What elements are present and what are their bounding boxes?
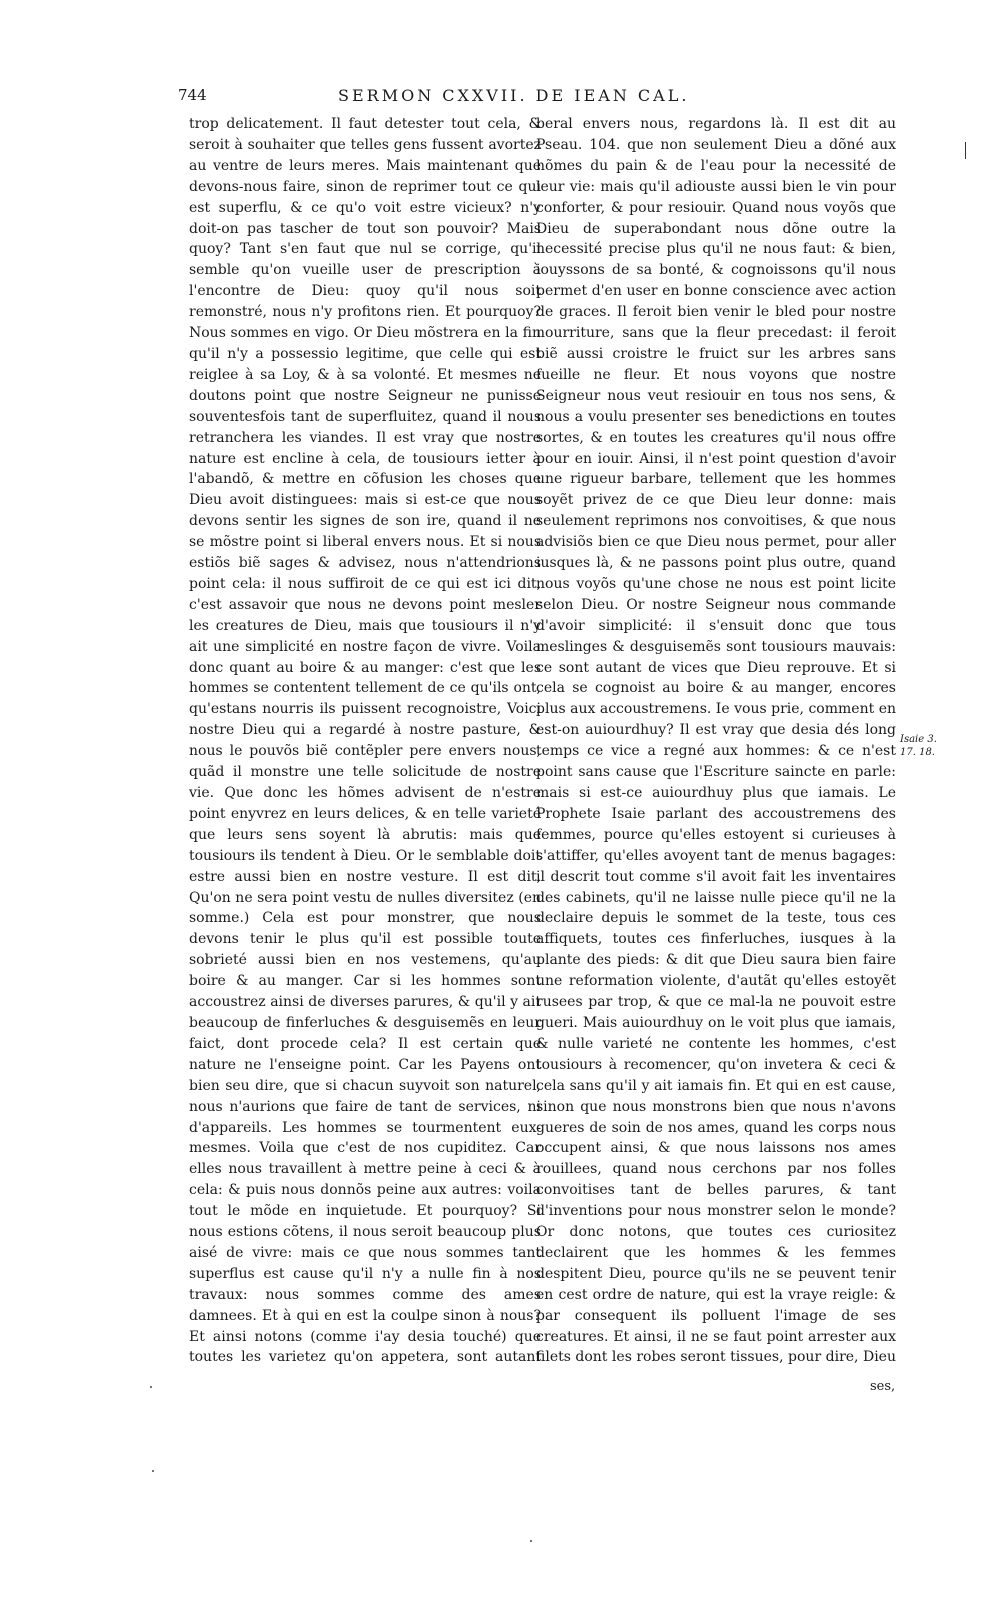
catchword: ses,: [870, 1379, 896, 1394]
page-number: 744: [178, 86, 207, 104]
ink-speck: [530, 1540, 532, 1542]
page-header: [178, 86, 778, 112]
ink-speck: [152, 1470, 154, 1472]
text-column-right: [536, 114, 896, 1369]
left-column-text: trop delicatement. Il faut detester tout cela, & seroit à souhaiter que telles gens fussent avortez au ventre de leurs meres. Mais maintenant que devons-nous faire, sinon de reprimer tout ce qui est superflu, & ce qu'o voit estre vicieux? n'y doit-on pas tascher de tout son pouvoir? Mais quoy? Tant s'en faut que nul se corrige, qu'il semble qu'on vueille user de prescription à l'encontre de Dieu: quoy qu'il nous soit remonstré, nous n'y profitons rien. Et pourquoy? Nous sommes en vigo. Or Dieu mõstrera en la fin qu'il n'y a possessio legitime, que celle qui est reiglee à sa Loy, & à sa volonté. Et mesmes ne doutons point que nostre Seigneur ne punisse souventesfois tant de superfluitez, quand il nous retranchera les viandes. Il est vray que nostre nature est encline à cela, de tousiours ietter à l'abandõ, & mettre en cõfusion les choses que Dieu avoit distinguees: mais si est-ce que nous devons sentir les signes de son ire, quand il ne se mõstre point si liberal envers nous. Et si nous estiõs biẽ sages & advisez, nous n'attendrions point cela: il nous suffiroit de ce qui est ici dit, c'est assavoir que nous ne devons point mesler les creatures de Dieu, mais que tousiours il n'y ait une simplicité en nostre façon de vivre. Voila donc quant au boire & au manger: c'est que les hommes se contentent tellement de ce qu'ils ont, qu'estans nourris ils puissent recognoistre, Voici nostre Dieu qui a regardé à nostre pasture, & nous le pouvõs biẽ contẽpler pere envers nous, quãd il monstre une telle solicitude de nostre vie. Que donc les hõmes advisent de n'estre point enyvrez en leurs delices, & en telle varieté que leurs sens soyent là abrutis: mais que tousiours ils tendent à Dieu. Or le semblable doit estre aussi bien en nostre vesture. Il est dit, Qu'on ne sera point vestu de nulles diversitez (en somme.) Cela est pour monstrer, que nous devons tenir le plus qu'il est possible toute sobrieté aussi bien en nos vestemens, qu'au boire & au manger. Car si les hommes sont accoustrez ainsi de diverses parures, & qu'il y ait beaucoup de finferluches & desguisemẽs en leur faict, dont procede cela? Il est certain que nature ne l'enseigne point. Car les Payens ont bien seu dire, que si chacun suyvoit son naturel, nous n'aurions que faire de tant de services, ni d'appareils. Les hommes se tourmentent eux-mesmes. Voila que c'est de nos cupiditez. Car elles nous travaillent à mettre peine à ceci & à cela: & puis nous donnõs peine aux autres: voila tout le mõde en inquietude. Et pourquoy? Si nous estions cõtens, il nous seroit beaucoup plus aisé de vivre: mais ce que nous sommes tant superflus est cause qu'il n'y a nulle fin à nos travaux: nous sommes comme des ames damnees. Et à qui en est la coulpe sinon à nous? Et ainsi notons (comme i'ay desia touché) que toutes les varietez qu'on appetera, sont autant: [189, 116, 541, 1366]
text-column-left: [189, 114, 541, 1369]
running-head: SERMON CXXVII. DE IEAN CAL.: [338, 86, 690, 105]
margin-note: Isaie 3. 17. 18.: [900, 734, 937, 758]
right-column-text: beral envers nous, regardons là. Il est dit au Pseau. 104. que non seulement Dieu a dõné aux hõmes du pain & de l'eau pour la necessité de leur vie: mais qu'il adiouste aussi bien le vin pour conforter, & pour resiouir. Quand nous voyõs que Dieu de superabondant nous dõne outre la necessité precise plus qu'il ne nous faut: & bien, iouyssons de sa bonté, & cognoissons qu'il nous permet d'en user en bonne conscience avec action de graces. Il feroit bien venir le bled pour nostre nourriture, sans que la fleur precedast: il feroit biẽ aussi croistre le fruict sur les arbres sans fueille ne fleur. Et nous voyons que nostre Seigneur nous veut resiouir en tous nos sens, & nous a voulu presenter ses benedictions en toutes sortes, & en toutes les creatures qu'il nous offre pour en iouir. Ainsi, il n'est point question d'avoir une rigueur barbare, tellement que les hommes soyẽt privez de ce que Dieu leur donne: mais seulement reprimons nos convoitises, & que nous advisiõs bien ce que Dieu nous permet, pour aller iusques là, & ne passons point plus outre, quand nous voyõs qu'une chose ne nous est point licite selon Dieu. Or nostre Seigneur nous commande d'avoir simplicité: il s'ensuit donc que tous meslinges & desguisemẽs sont tousiours mauvais: ce sont autant de vices que Dieu reprouve. Et si cela se cognoist au boire & au manger, encores plus aux accoustremens. Ie vous prie, comment en est-on auiourdhuy? Il est vray que desia dés long temps ce vice a regné aux hommes: & ce n'est point sans cause que l'Escriture saincte en parle: mais si est-ce auiourdhuy plus que iamais. Le Prophete Isaie parlant des accoustremens des femmes, pource qu'elles estoyent si curieuses à s'attiffer, qu'elles avoyent tant de menus bagages: il descrit tout comme s'il avoit fait les inventaires des cabinets, qu'il ne laisse nulle piece qu'il ne la declaire depuis le sommet de la teste, tous ces affiquets, toutes ces finferluches, iusques à la plante des pieds: & dit que Dieu saura bien faire une reformation violente, d'autãt qu'elles estoyẽt rusees par trop, & que ce mal-la ne pouvoit estre gueri. Mais auiourdhuy on le voit plus que iamais, & nulle varieté ne contente les hommes, c'est tousiours à recomencer, qu'on invetera & ceci & cela sans qu'il y ait iamais fin. Et qui en est cause, sinon que nous monstrons bien que nous n'avons gueres de soin de nos ames, quand les corps nous occupent ainsi, & que nous laissons nos ames rouillees, quand nous cerchons par nos folles convoitises tant de belles parures, & tant d'inventions pour nous monstrer selon le monde? Or donc notons, que toutes ces curiositez declairent que les hommes & les femmes despitent Dieu, pource qu'ils ne se peuvent tenir en cest ordre de nature, qui est la vraye reigle: & par consequent ils polluent l'image de ses creatures. Et ainsi, il ne se faut point arrester aux filets dont les robes seront tissues, pour dire, Dieu: [536, 116, 896, 1366]
margin-mark: [965, 142, 966, 159]
ink-speck: [150, 1386, 152, 1388]
